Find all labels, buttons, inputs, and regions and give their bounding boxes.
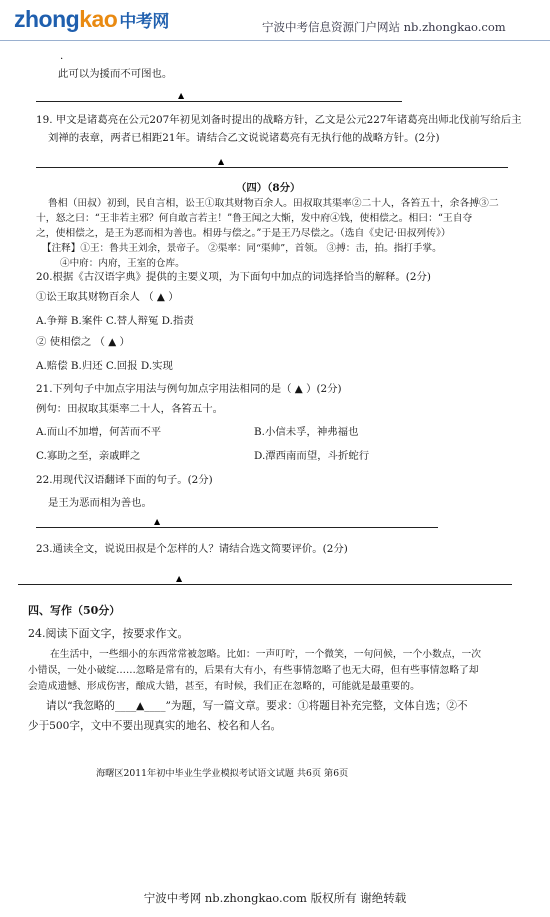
question-20: 20.根据《古汉语字典》提供的主要义项，为下面句中加点的词选择恰当的解释。(2分) bbox=[36, 271, 431, 283]
question-20-item2: ② 使相偿之 （ ▲ ） bbox=[36, 336, 130, 348]
answer-marker: ▲ bbox=[154, 517, 161, 526]
question-21-option-d: D.潭西南而望，斗折蛇行 bbox=[254, 450, 370, 462]
passage-notes-4: ④中府：内府，王室的仓库。 bbox=[60, 258, 185, 269]
question-21-example: 例句：田叔取其渠率二十人，各笞五十。 bbox=[36, 403, 224, 415]
question-20-options2: A.赔偿 B.归还 C.回报 D.实现 bbox=[36, 360, 173, 372]
question-21-option-a: A.而山不加增，何苦而不平 bbox=[36, 426, 162, 438]
logo-part-kao: kao bbox=[79, 6, 118, 32]
question-20-item1: ①讼王取其财物百余人 （ ▲ ） bbox=[36, 291, 179, 303]
passage-line2: 十，怒之曰：“王非若主邪？何自敢言若主！”鲁王闻之大惭，发中府④钱，使相偿之。相曰：“王自夺 bbox=[36, 213, 473, 224]
section-4-heading: （四）（8分） bbox=[236, 182, 301, 194]
answer-marker: ▲ bbox=[176, 574, 183, 583]
question-23: 23.通读全文，说说田叔是个怎样的人？请结合选文简要评价。(2分) bbox=[36, 543, 348, 555]
passage-line3: 之，使相偿之，是王为恶而相为善也。相毋与偿之。”于是王乃尽偿之。（选自《史记·田叔列传》） bbox=[36, 228, 451, 239]
prompt-line3: 会造成遗憾、形成伤害，酿成大错，甚至，有时候，我们正在忽略的，可能就是最重要的。 bbox=[28, 681, 420, 692]
passage-notes: 【注释】①王：鲁共王刘余，景帝子。 ②渠率：同“渠帅”，首领。 ③搏：击，拍。指打手掌。 bbox=[42, 243, 442, 254]
site-footer: 宁波中考网 nb.zhongkao.com 版权所有 谢绝转载 bbox=[143, 891, 407, 905]
prompt-line2: 小错误，一处小破绽……忽略是常有的，后果有大有小，有些事情忽略了也无大碍，但有些事情忽略了却 bbox=[28, 665, 479, 676]
passage-end-line: 此可以为援而不可图也。 bbox=[58, 68, 173, 80]
site-logo[interactable] bbox=[14, 6, 169, 33]
question-21-option-c: C.寡助之至，亲戚畔之 bbox=[36, 450, 141, 462]
answer-line-23 bbox=[18, 584, 512, 585]
passage-line1: 鲁相（田叔）初到，民自言相，讼王①取其财物百余人。田叔取其渠率②二十人，各笞五十，余各搏③二 bbox=[48, 198, 499, 209]
question-19-line1: 19. 甲文是诸葛亮在公元207年初见刘备时提出的战略方针，乙文是公元227年诸葛亮出师北伐前写给后主 bbox=[36, 114, 522, 126]
answer-line-19 bbox=[36, 167, 508, 168]
logo-part-zhong: zhong bbox=[14, 6, 80, 32]
question-22: 22.用现代汉语翻译下面的句子。(2分) bbox=[36, 474, 213, 486]
answer-line-22 bbox=[36, 527, 438, 528]
question-21: 21.下列句子中加点字用法与例句加点字用法相同的是（ ▲ ）(2分) bbox=[36, 383, 342, 395]
answer-marker: ▲ bbox=[218, 157, 225, 166]
question-24: 24.阅读下面文字，按要求作文。 bbox=[28, 627, 189, 640]
question-19-line2: 刘禅的表章，两者已相距21年。请结合乙文说说诸葛亮有无执行他的战略方针。(2分) bbox=[48, 132, 440, 144]
answer-line-18 bbox=[36, 101, 402, 102]
site-header bbox=[0, 0, 550, 41]
small-mark: · bbox=[60, 53, 64, 65]
question-21-option-b: B.小信未孚，神弗福也 bbox=[254, 426, 359, 438]
question-22-sentence: 是王为恶而相为善也。 bbox=[48, 497, 152, 509]
answer-marker: ▲ bbox=[178, 91, 185, 100]
site-tagline: 宁波中考信息资源门户网站 nb.zhongkao.com bbox=[262, 20, 506, 34]
page-footer-exam-title: 海曙区2011年初中毕业生学业模拟考试语文试题 共6页 第6页 bbox=[96, 768, 349, 779]
section-writing-heading: 四、写作（50分） bbox=[28, 604, 121, 617]
writing-requirement-line1: 请以“我忽略的____▲____”为题，写一篇文章。要求：①将题目补充完整，文体自选；②不 bbox=[46, 700, 468, 712]
logo-part-cn: 中考网 bbox=[119, 12, 169, 31]
writing-requirement-line2: 少于500字，文中不要出现真实的地名、校名和人名。 bbox=[28, 720, 282, 732]
prompt-line1: 在生活中，一些细小的东西常常被忽略。比如：一声叮咛，一个微笑，一句问候，一个小数点，一次 bbox=[50, 649, 482, 660]
question-20-options1: A.争辩 B.案件 C.替人辩冤 D.指责 bbox=[36, 315, 194, 327]
